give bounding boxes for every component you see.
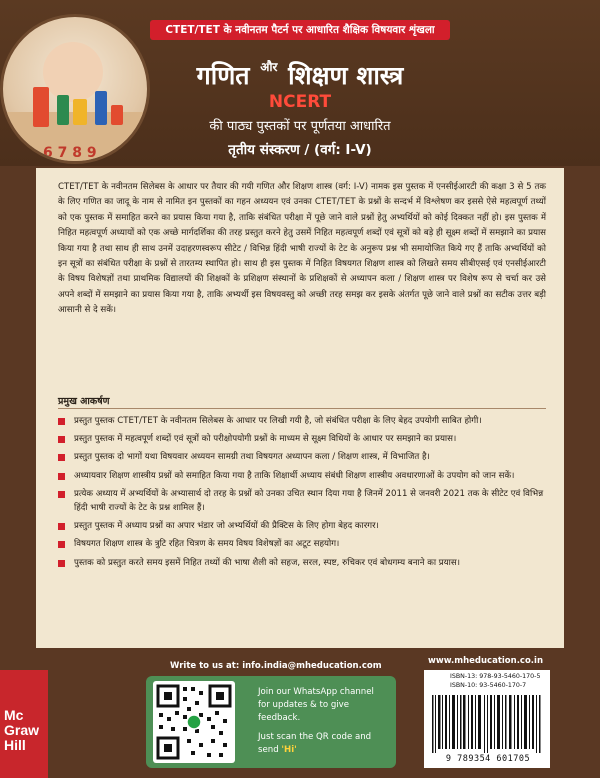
list-item: अध्यायवार शिक्षण शास्त्रीय प्रश्नों को समाहित किया गया है ताकि शिक्षार्थी अध्याय संबंधी शिक्षण शास्त्रीय अवधारणाओं के उपयोग को जान सकें। (58, 469, 546, 483)
barcode-number: 9 789354 601705 (445, 754, 531, 764)
math-blocks-illustration (3, 17, 150, 164)
svg-text:6 7 8 9: 6 7 8 9 (43, 145, 97, 161)
list-item: प्रस्तुत पुस्तक में अध्याय प्रश्नों का अपार भंडार जो अभ्यर्थियों की प्रैक्टिस के लिए होगा बेहद कारगर। (58, 519, 546, 533)
whatsapp-keyword: 'Hi' (281, 745, 297, 755)
series-tag: CTET/TET के नवीनतम पैटर्न पर आधारित शैक्षिक विषयवार शृंखला (150, 20, 450, 40)
list-item: प्रस्तुत पुस्तक दो भागों यथा विषयवार अध्ययन सामग्री तथा विषयगत अध्यापन कला / शिक्षण शास्त्र, में विभाजित है। (58, 450, 546, 464)
square-bullet-icon (58, 541, 65, 548)
square-bullet-icon (58, 523, 65, 530)
list-item: प्रस्तुत पुस्तक CTET/TET के नवीनतम सिलेबस के आधार पर लिखी गयी है, जो संबंधित परीक्षा के लिए बेहद उपयोगी साबित होगी। (58, 414, 546, 428)
contact-email[interactable]: Write to us at: info.india@mheducation.com (170, 661, 382, 671)
isbn-10: ISBN-10: 93-5460-170-7 (450, 682, 527, 689)
square-bullet-icon (58, 454, 65, 461)
square-bullet-icon (58, 418, 65, 425)
list-item: विषयगत शिक्षण शास्त्र के त्रुटि रहित चित्रण के समय विषय विशेषज्ञों का अटूट सहयोग। (58, 537, 546, 551)
square-bullet-icon (58, 436, 65, 443)
ncert-label: NCERT (268, 92, 332, 112)
qr-code-icon[interactable] (153, 681, 235, 763)
square-bullet-icon (58, 560, 65, 567)
square-bullet-icon (58, 491, 65, 498)
whatsapp-join-text: Join our WhatsApp channel for updates & to give feedback. (258, 687, 374, 723)
title-part-1: गणित (196, 61, 250, 90)
square-bullet-icon (58, 473, 65, 480)
intro-paragraph: CTET/TET के नवीनतम सिलेबस के आधार पर तैयार की गयी गणित और शिक्षण शास्त्र (वर्ग: I-V) नामक इस पुस्तक में एनसीईआरटी की कक्षा 3 से 5 तक के लिए गणित का जादू के नाम से नामित इन पुस्तकों का गहन अध्ययन एवं उनका CTET/TET के प्रश्नों के सन्दर्भ में विश्लेषण कर इससे ऐसे महत्वपूर्ण तथ्यों को एक पुस्तक में समाहित करने का प्रयास किया गया है, ताकि संबंधित परीक्षा में पूछे जाने वाले प्रश्नों हेतु अभ्यर्थियों को कोई दिक्कत नहीं हो। इस पुस्तक में निहित महत्वपूर्ण अध्यायों को एक अच्छे मार्गदर्शिका की तरह प्रस्तुत करने हेतु उसमें निहित महत्वपूर्ण शब्दों एवं सूत्रों को बड़े ही सूक्ष्म शब्दों में समझाने का प्रयास किया गया है तथा साथ ही साथ उनमें उदाहरणस्वरूप सीटेट / विभिन्न हिंदी भाषी राज्यों के टेट के अनुरूप प्रश्न भी समायोजित किये गए हैं ताकि अभ्यर्थियों को इन सूत्रों का संबंधित परीक्षा के प्रश्नों से तारतम्य स्थापित हो। साथ ही इस पुस्तक में निहित विषयगत शिक्षण शास्त्र को लिखते समय सीबीएसई एवं एनसीईआरटी के विषय विशेषज्ञों तथा प्राथमिक विद्यालयों की शिक्षकों के प्रशिक्षण संस्थानों के प्रशिक्षकों से अध्यापन कला / शिक्षण शास्त्र पर विशेष रूप से चर्चा कर उसे अपने शब्दों में समझाने का प्रयास किया गया है, ताकि अभ्यर्थी इस विषयवस्तु को अच्छी तरह समझ कर इसके अंतर्गत पूछे जाने वाले प्रश्नों का सटीक उत्तर बड़ी आसानी से दे सकें। (58, 182, 546, 316)
isbn-13: ISBN-13: 978-93-5460-170-5 (450, 673, 541, 680)
book-subtitle: की पाठ्य पुस्तकों पर पूर्णतया आधारित (209, 119, 391, 134)
title-part-2: शिक्षण शास्त्र (288, 61, 404, 90)
book-title (150, 58, 450, 92)
features-heading: प्रमुख आकर्षण (58, 396, 110, 407)
publisher-website[interactable]: www.mheducation.co.in (428, 656, 543, 666)
list-item: प्रस्तुत पुस्तक में महत्वपूर्ण शब्दों एवं सूत्रों को परीक्षोपयोगी प्रश्नों के माध्यम से सूक्ष्म विधियों के आधार पर समझाने का प्रयास। (58, 432, 546, 446)
list-item: प्रत्येक अध्याय में अभ्यर्थियों के अभ्यासार्थ दो तरह के प्रश्नों को उनका उचित स्थान दिया गया है जिनमें 2011 से जनवरी 2021 तक के सीटेट एवं विभिन्न हिंदी भाषी राज्यों के टेट के प्रश्न शामिल हैं। (58, 487, 546, 515)
barcode-icon (430, 695, 546, 753)
cover-photo-math-blocks (0, 14, 150, 164)
whatsapp-scan-text: Just scan the QR code and send 'Hi' (258, 732, 372, 755)
list-item: पुस्तक को प्रस्तुत करते समय इसमें निहित तथ्यों की भाषा शैली को सहज, सरल, स्पष्ट, रुचिकर एवं बोधगम्य बनाने का प्रयास। (58, 556, 546, 570)
features-divider (58, 408, 546, 409)
edition-label: तृतीय संस्करण / (वर्ग: I-V) (228, 142, 372, 158)
features-list (58, 414, 546, 574)
title-conjunction: और (260, 60, 278, 74)
mcgraw-hill-logo: Mc Graw Hill (0, 670, 48, 778)
